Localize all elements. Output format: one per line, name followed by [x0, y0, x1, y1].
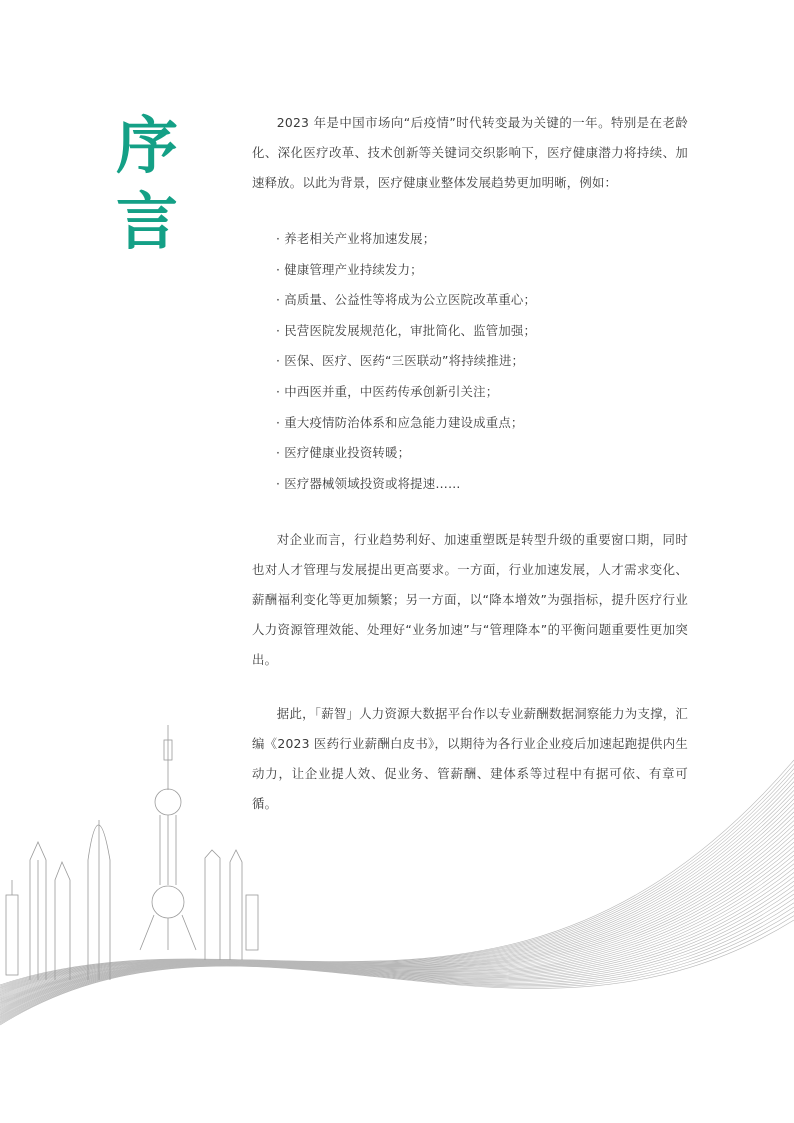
enterprise-paragraph: 对企业而言，行业趋势利好、加速重塑既是转型升级的重要窗口期，同时也对人才管理与发展提出更高要求。一方面，行业加速发展，人才需求变化、薪酬福利变化等更加频繁；另一方面，以“降本增效”为强指标，提升医疗行业人力资源管理效能、处理好“业务加速”与“管理降本”的平衡问题重要性更加突出。	[252, 532, 688, 668]
conclusion-paragraph: 据此，「薪智」人力资源大数据平台作以专业薪酬数据洞察能力为支撑，汇编《2023 医药行业薪酬白皮书》，以期待为各行业企业疫后加速起跑提供内生动力，让企业提人效、促业务、管薪酬、建体系等过程中有据可依、有章可循。	[252, 706, 688, 812]
list-item: · 重大疫情防治体系和应急能力建设成重点；	[276, 408, 688, 439]
page-title	[112, 108, 182, 260]
list-item: · 医保、医疗、医药“三医联动”将持续推进；	[276, 346, 688, 377]
wave-line	[0, 773, 794, 988]
wave-line	[0, 846, 794, 1006]
wave-line	[0, 881, 794, 1015]
wave-line	[0, 864, 794, 1011]
list-item: · 医疗器械领域投资或将提速……	[276, 469, 688, 500]
wave-line	[0, 872, 794, 1013]
list-item: · 养老相关产业将加速发展；	[276, 224, 688, 255]
wave-line	[0, 885, 794, 1016]
list-item: · 高质量、公益性等将成为公立医院改革重心；	[276, 285, 688, 316]
list-item: · 民营医院发展规范化，审批简化、监管加强；	[276, 316, 688, 347]
wave-line	[0, 760, 794, 985]
preface-body	[252, 108, 688, 819]
title-char-1: 序	[115, 109, 178, 182]
wave-line	[0, 782, 794, 991]
list-item: · 健康管理产业持续发力；	[276, 255, 688, 286]
skyline-illustration	[0, 720, 794, 1123]
intro-paragraph: 2023 年是中国市场向“后疫情”时代转变最为关键的一年。特别是在老龄化、深化医疗改革、技术创新等关键词交织影响下，医疗健康潜力将持续、加速释放。以此为背景，医疗健康业整体发展趋势更加明晰，例如：	[252, 115, 688, 190]
wave-line	[0, 894, 794, 1018]
wave-line	[0, 764, 794, 986]
wave-line	[0, 842, 794, 1005]
city-buildings	[6, 725, 258, 980]
list-item: · 中西医并重，中医药传承创新引关注；	[276, 377, 688, 408]
trend-list	[252, 224, 688, 499]
wave-line	[0, 851, 794, 1008]
list-item: · 医疗健康业投资转暖；	[276, 438, 688, 469]
wave-line	[0, 859, 794, 1009]
wave-line	[0, 838, 794, 1005]
wave-line	[0, 769, 794, 988]
wave-lines	[0, 760, 794, 1025]
title-char-2: 言	[115, 185, 178, 258]
